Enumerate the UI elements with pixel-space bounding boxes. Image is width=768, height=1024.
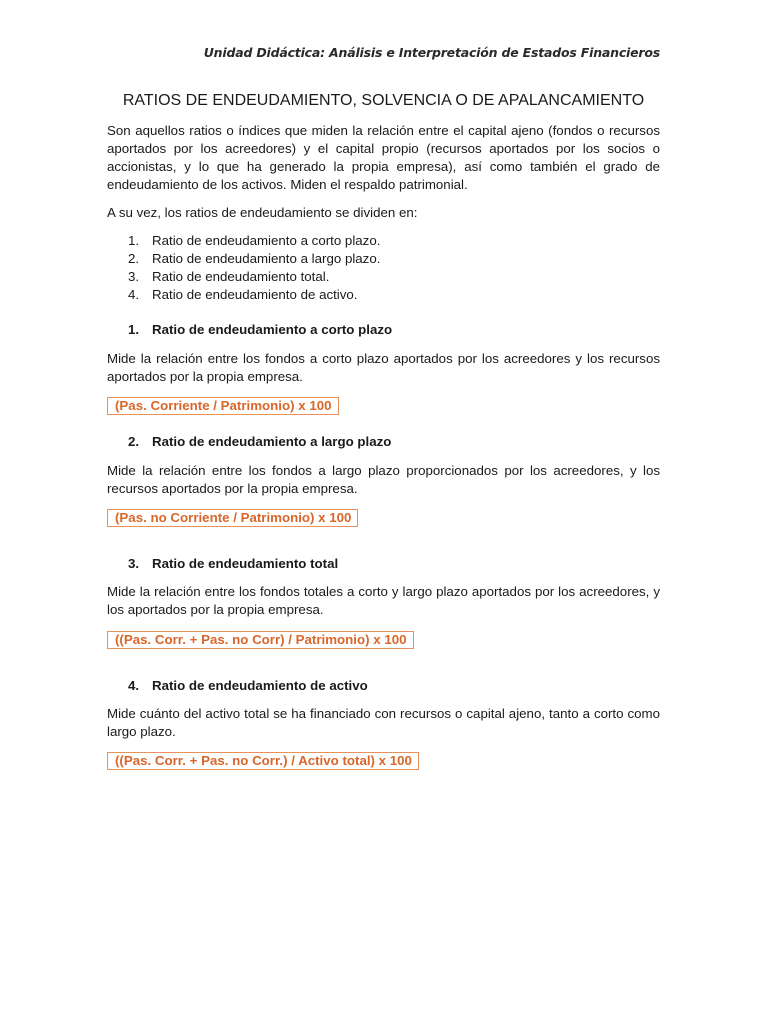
section-title: Ratio de endeudamiento total: [152, 556, 339, 571]
section-number: 4.: [128, 678, 140, 693]
list-text: Ratio de endeudamiento a largo plazo.: [152, 251, 381, 266]
section-description-short-term: Mide la relación entre los fondos a corto plazo aportados por los acreedores y los recursos aportados por la propia empresa.: [107, 351, 660, 384]
section-number: 2.: [128, 434, 140, 449]
list-number: 2.: [128, 251, 140, 266]
section-description-long-term: Mide la relación entre los fondos a largo plazo proporcionados por los acreedores, y los recursos aportados por la propia empresa.: [107, 463, 660, 496]
list-text: Ratio de endeudamiento total.: [152, 269, 330, 284]
list-number: 3.: [128, 269, 140, 284]
formula-short-term: (Pas. Corriente / Patrimonio) x 100: [107, 397, 339, 415]
section-number: 1.: [128, 322, 140, 337]
list-number: 1.: [128, 233, 140, 248]
document-title: RATIOS DE ENDEUDAMIENTO, SOLVENCIA O DE APALANCAMIENTO: [122, 92, 645, 109]
ratio-list: [107, 232, 660, 304]
section-title: Ratio de endeudamiento de activo: [152, 678, 368, 693]
list-item: [107, 286, 660, 304]
formula-asset: ((Pas. Corr. + Pas. no Corr.) / Activo total) x 100: [107, 752, 419, 770]
list-text: Ratio de endeudamiento a corto plazo.: [152, 233, 381, 248]
division-intro: A su vez, los ratios de endeudamiento se dividen en:: [107, 205, 418, 220]
list-number: 4.: [128, 287, 140, 302]
intro-paragraph: Son aquellos ratios o índices que miden la relación entre el capital ajeno (fondos o recursos aportados por los acreedores) y el capital propio (recursos aportados por los socios o accionistas, y lo que ha generado la propia empresa), así como también el grado de endeudamiento de los activos. Miden el respaldo patrimonial.: [107, 123, 660, 192]
formula-total: ((Pas. Corr. + Pas. no Corr) / Patrimonio) x 100: [107, 631, 414, 649]
formula-long-term: (Pas. no Corriente / Patrimonio) x 100: [107, 509, 358, 527]
list-item: [107, 268, 660, 286]
section-description-asset: Mide cuánto del activo total se ha financiado con recursos o capital ajeno, tanto a corto como largo plazo.: [107, 706, 660, 739]
section-title: Ratio de endeudamiento a largo plazo: [152, 434, 392, 449]
list-text: Ratio de endeudamiento de activo.: [152, 287, 358, 302]
section-description-total: Mide la relación entre los fondos totales a corto y largo plazo aportados por los acreedores, y los aportados por la propia empresa.: [107, 584, 660, 617]
list-item: [107, 232, 660, 250]
running-header: Unidad Didáctica: Análisis e Interpretación de Estados Financieros: [203, 45, 660, 60]
section-title: Ratio de endeudamiento a corto plazo: [152, 322, 393, 337]
section-number: 3.: [128, 556, 140, 571]
list-item: [107, 250, 660, 268]
